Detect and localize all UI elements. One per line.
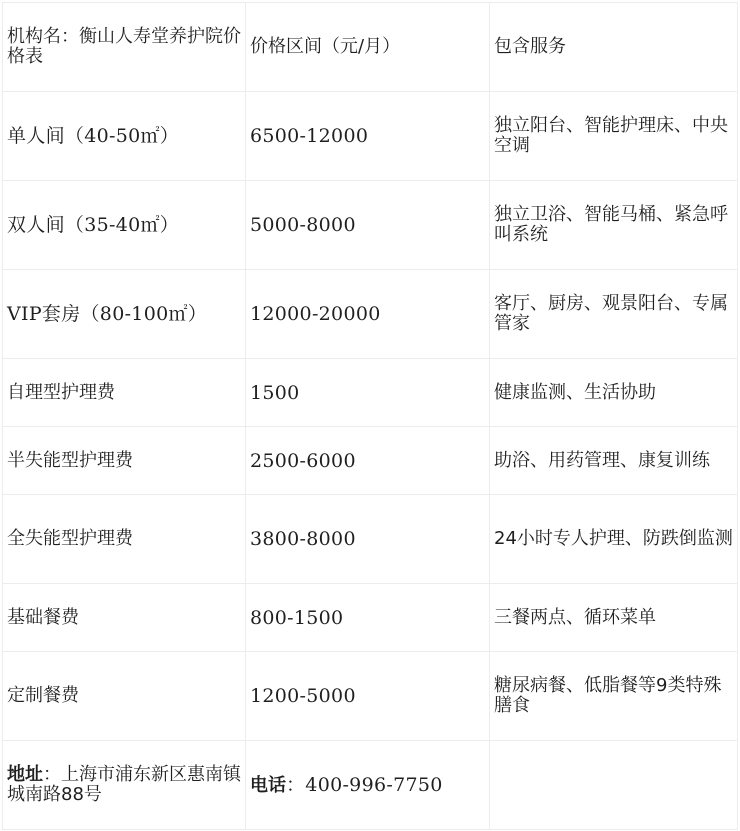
phone-label: 电话 [250, 774, 286, 796]
address-cell [3, 741, 246, 830]
table-row [3, 181, 738, 270]
item-cell: 定制餐费 [3, 652, 246, 741]
services-cell: 助浴、用药管理、康复训练 [490, 427, 738, 495]
item-cell: 自理型护理费 [3, 359, 246, 427]
header-cell-services: 包含服务 [490, 3, 738, 92]
price-cell: 5000-8000 [246, 181, 490, 270]
table-row [3, 92, 738, 181]
footer-row [3, 741, 738, 830]
header-cell-price-range: 价格区间（元/月） [246, 3, 490, 92]
price-cell: 6500-12000 [246, 92, 490, 181]
services-cell: 24小时专人护理、防跌倒监测 [490, 495, 738, 584]
item-label: VIP套房（80-100㎡） [7, 302, 208, 325]
price-cell: 1200-5000 [246, 652, 490, 741]
table-row [3, 652, 738, 741]
services-cell: 糖尿病餐、低脂餐等9类特殊膳食 [490, 652, 738, 741]
item-cell: 半失能型护理费 [3, 427, 246, 495]
price-cell: 3800-8000 [246, 495, 490, 584]
services-cell: 独立阳台、智能护理床、中央空调 [490, 92, 738, 181]
price-table [2, 2, 738, 830]
price-cell: 800-1500 [246, 584, 490, 652]
table-row [3, 584, 738, 652]
item-cell [3, 270, 246, 359]
services-cell: 健康监测、生活协助 [490, 359, 738, 427]
phone-cell [246, 741, 490, 830]
header-cell-institution: 机构名：衡山人寿堂养护院价格表 [3, 3, 246, 92]
item-label: 单人间（40-50㎡） [7, 124, 180, 147]
table-row [3, 427, 738, 495]
services-cell: 客厅、厨房、观景阳台、专属管家 [490, 270, 738, 359]
item-cell: 基础餐费 [3, 584, 246, 652]
address-label: 地址 [7, 764, 43, 785]
price-cell: 12000-20000 [246, 270, 490, 359]
price-cell: 2500-6000 [246, 427, 490, 495]
item-cell: 全失能型护理费 [3, 495, 246, 584]
item-cell [3, 92, 246, 181]
item-cell [3, 181, 246, 270]
address-value: ：上海市浦东新区惠南镇城南路88号 [7, 764, 241, 805]
table-row [3, 359, 738, 427]
phone-value: ：400-996-7750 [286, 773, 443, 796]
table-row [3, 495, 738, 584]
table-row [3, 270, 738, 359]
services-cell: 独立卫浴、智能马桶、紧急呼叫系统 [490, 181, 738, 270]
price-cell: 1500 [246, 359, 490, 427]
empty-cell [490, 741, 738, 830]
header-row [3, 3, 738, 92]
services-cell: 三餐两点、循环菜单 [490, 584, 738, 652]
item-label: 双人间（35-40㎡） [7, 213, 180, 236]
